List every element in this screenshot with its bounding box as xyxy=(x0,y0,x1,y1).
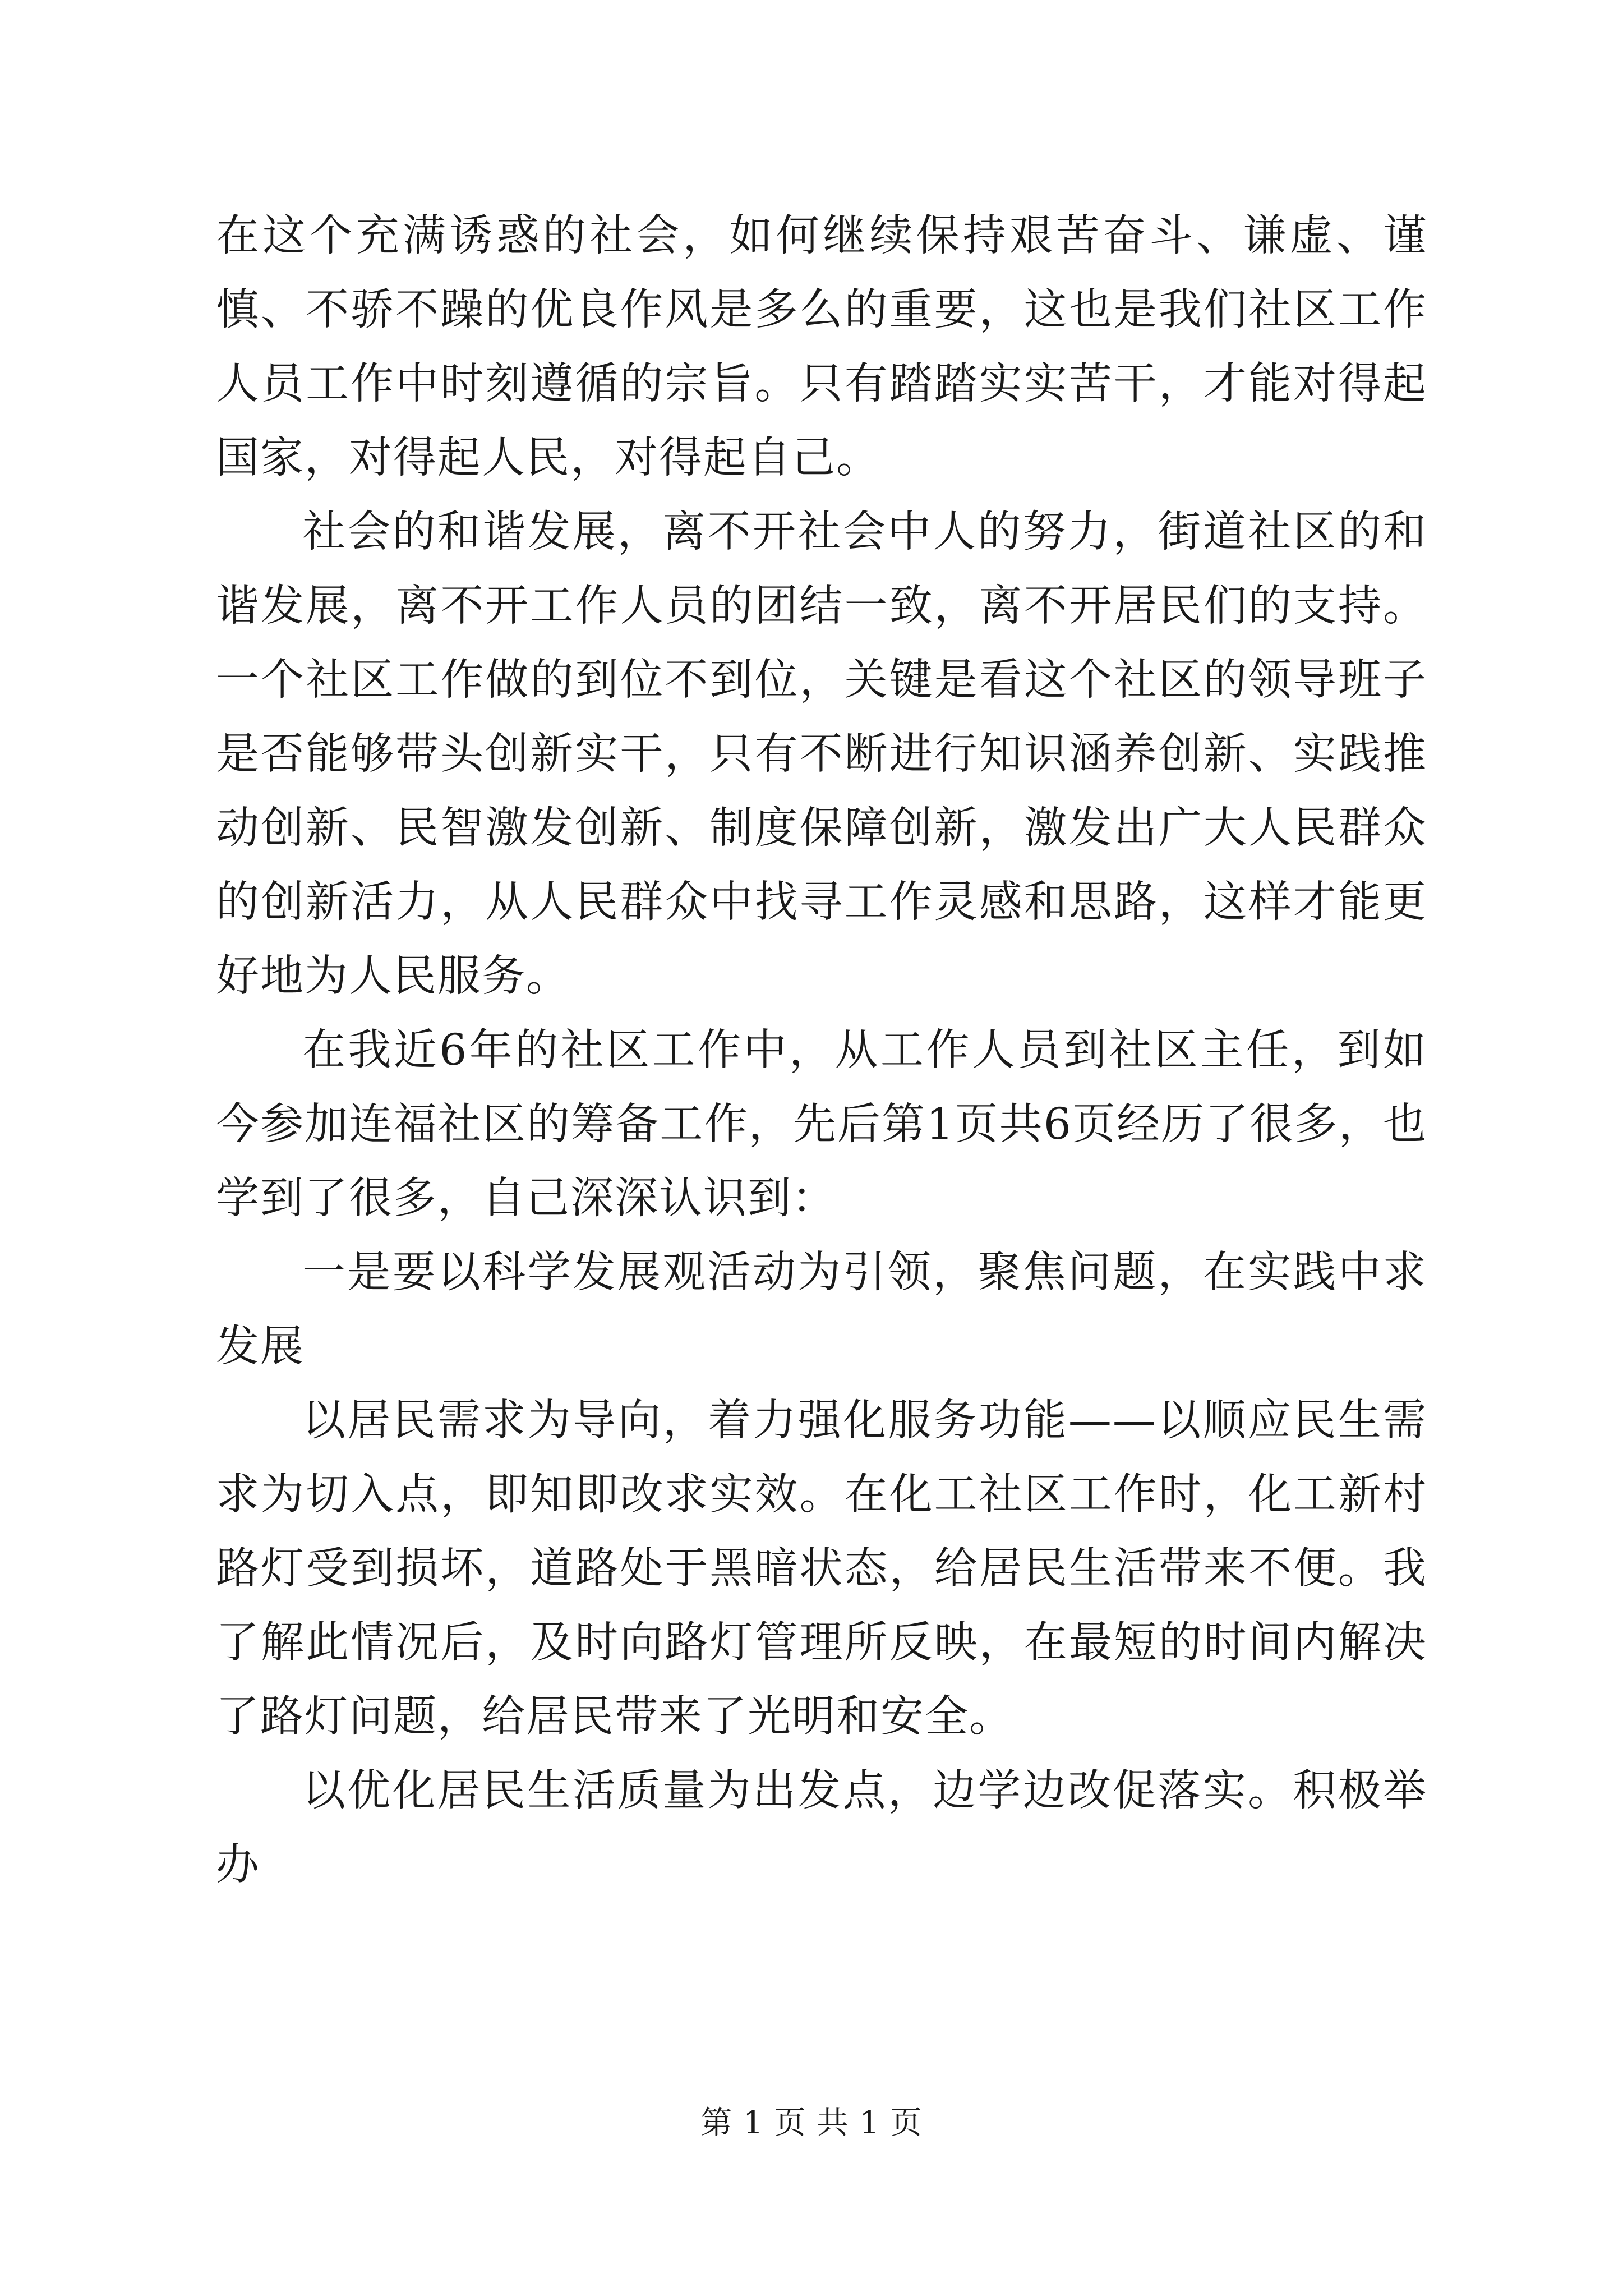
paragraph-6: 以优化居民生活质量为出发点，边学边改促落实。积极举办 xyxy=(216,1766,1427,1890)
paragraph-2: 社会的和谐发展，离不开社会中人的努力，街道社区的和谐发展，离不开工作人员的团结一致，离不开居民们的支持。一个社区工作做的到位不到位，关键是看这个社区的领导班子是否能够带头创新实干，只有不断进行知识涵养创新、实践推动创新、民智激发创新、制度保障创新，激发出广大人民群众的创新活力，从人民群众中找寻工作灵感和思路，这样才能更好地为人民服务。 xyxy=(216,507,1427,1001)
paragraph-1: 在这个充满诱惑的社会，如何继续保持艰苦奋斗、谦虚、谨慎、不骄不躁的优良作风是多么的重要，这也是我们社区工作人员工作中时刻遵循的宗旨。只有踏踏实实苦干，才能对得起国家，对得起人民，对得起自己。 xyxy=(216,211,1427,483)
document-body xyxy=(216,199,1427,1902)
paragraph-3: 在我近6年的社区工作中，从工作人员到社区主任，到如今参加连福社区的筹备工作，先后第1页共6页经历了很多，也学到了很多，自己深深认识到： xyxy=(216,1025,1427,1223)
paragraph-5: 以居民需求为导向，着力强化服务功能——以顺应民生需求为切入点，即知即改求实效。在化工社区工作时，化工新村路灯受到损坏，道路处于黑暗状态，给居民生活带来不便。我了解此情况后，及时向路灯管理所反映，在最短的时间内解决了路灯问题，给居民带来了光明和安全。 xyxy=(216,1396,1427,1742)
paragraph-4: 一是要以科学发展观活动为引领，聚焦问题，在实践中求发展 xyxy=(216,1248,1427,1372)
page-footer: 第 1 页 共 1 页 xyxy=(700,2105,923,2141)
